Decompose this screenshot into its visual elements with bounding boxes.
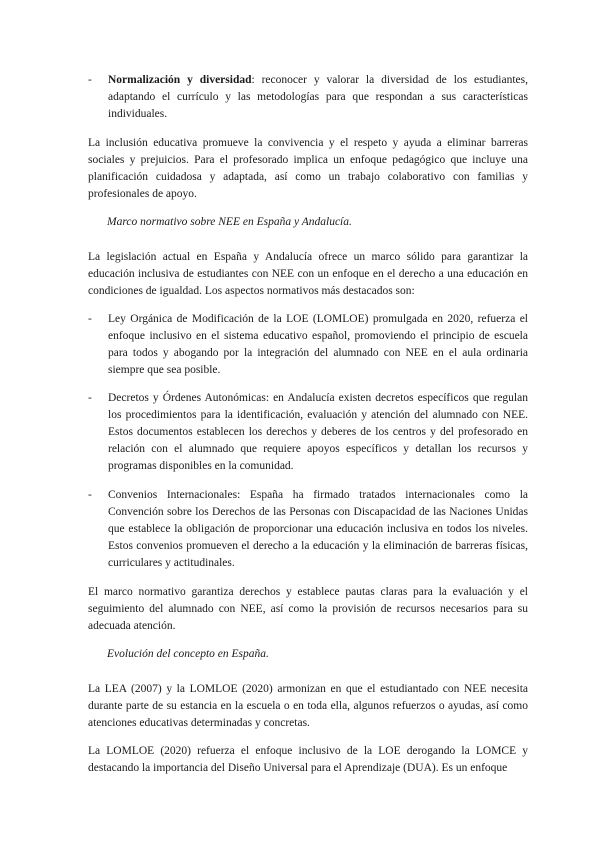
bullet-text: Convenios Internacionales: España ha firmado tratados internacionales como la Convención sobre los Derechos de las Personas con Discapacidad de las Naciones Unidas que establece la obligación de proporcionar una educación inclusiva en todos los niveles. Estos convenios promueven el derecho a la educación y la eliminación de barreras físicas, curriculares y actitudinales. [108, 489, 528, 569]
bullet-decretos [88, 390, 528, 475]
section-heading-evolucion: Evolución del concepto en España. [107, 648, 269, 660]
bullet-text [108, 72, 528, 123]
bullet-normalizacion [88, 72, 528, 123]
bullet-text: Decretos y Órdenes Autonómicas: en Andalucía existen decretos específicos que regulan los procedimientos para la identificación, evaluación y atención del alumnado con NEE. Estos documentos establecen los derechos y deberes de los centros y del profesorado en relación con el alumnado que requiere apoyos específicos y detallan los recursos y programas disponibles en la comunidad. [108, 392, 528, 472]
paragraph-legislacion: La legislación actual en España y Andalucía ofrece un marco sólido para garantizar la educación inclusiva de estudiantes con NEE con un enfoque en el derecho a una educación en condiciones de igualdad. Los aspectos normativos más destacados son: [88, 251, 528, 297]
bullet-dash: - [88, 313, 92, 325]
section-heading-marco: Marco normativo sobre NEE en España y Andalucía. [107, 216, 352, 228]
paragraph-lea: La LEA (2007) y la LOMLOE (2020) armonizan en que el estudiantado con NEE necesita durante parte de su estancia en la escuela o en toda ella, algunos refuerzos o ayudas, así como atenciones educativas determinadas y concretas. [88, 683, 528, 729]
bullet-dash: - [88, 489, 92, 501]
paragraph-lomloe: La LOMLOE (2020) refuerza el enfoque inclusivo de la LOE derogando la LOMCE y destacando la importancia del Diseño Universal para el Aprendizaje (DUA). Es un enfoque [88, 745, 528, 774]
bullet-convenios [88, 487, 528, 572]
bullet-lomloe [88, 311, 528, 379]
bullet-dash: - [88, 74, 92, 86]
bullet-text: Ley Orgánica de Modificación de la LOE (LOMLOE) promulgada en 2020, refuerza el enfoque inclusivo en el sistema educativo español, promoviendo el principio de escuela para todos y abogando por la integración del alumnado con NEE en el aula ordinaria siempre que sea posible. [108, 313, 528, 376]
bullet-bold-term: Normalización y diversidad [108, 74, 252, 86]
paragraph-inclusion: La inclusión educativa promueve la convivencia y el respeto y ayuda a eliminar barreras sociales y prejuicios. Para el profesorado implica un enfoque pedagógico que incluye una planificación cuidadosa y adaptada, así como un trabajo colaborativo con familias y profesionales de apoyo. [88, 137, 528, 200]
bullet-description: : reconocer y valorar la diversidad de los estudiantes, adaptando el currículo y las metodologías para que respondan a sus características individuales. [108, 74, 528, 120]
bullet-dash: - [88, 392, 92, 404]
paragraph-marco-garantiza: El marco normativo garantiza derechos y establece pautas claras para la evaluación y el seguimiento del alumnado con NEE, así como la provisión de recursos necesarios para su adecuada atención. [88, 586, 528, 632]
